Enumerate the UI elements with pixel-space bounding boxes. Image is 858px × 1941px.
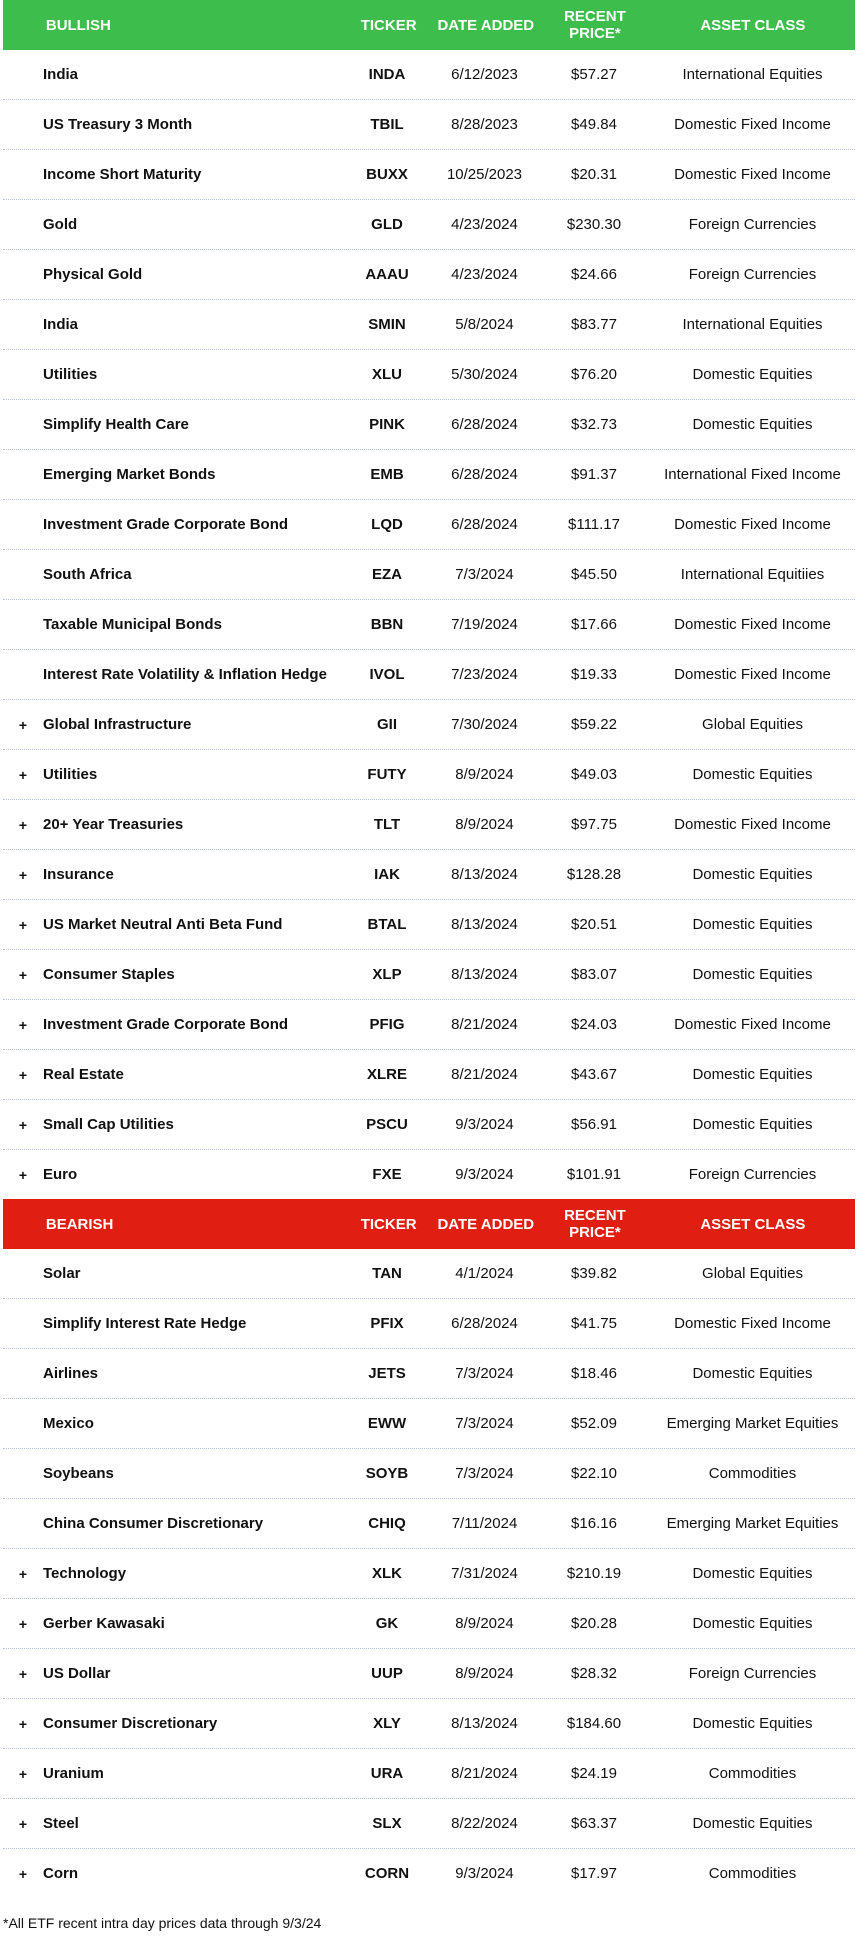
column-header-asset-class: ASSET CLASS (700, 16, 806, 34)
etf-name: Utilities (43, 766, 98, 783)
etf-name: Gerber Kawasaki (43, 1615, 165, 1632)
date-added: 8/13/2024 (451, 1715, 518, 1732)
asset-class: Foreign Currencies (688, 266, 817, 283)
etf-name: Mexico (43, 1415, 94, 1432)
new-entry-marker: + (18, 766, 28, 783)
asset-class: Domestic Equities (692, 1615, 813, 1632)
etf-ticker: XLP (372, 966, 402, 983)
date-added: 8/9/2024 (455, 1615, 514, 1632)
new-entry-marker: + (18, 1565, 28, 1582)
recent-price: $52.09 (571, 1415, 617, 1432)
asset-class: Foreign Currencies (688, 216, 817, 233)
table-row (3, 1150, 855, 1199)
asset-class: Domestic Equities (692, 766, 813, 783)
recent-price: $19.33 (571, 666, 617, 683)
bearish-header (3, 1199, 855, 1249)
date-added: 8/21/2024 (451, 1016, 518, 1033)
etf-name: South Africa (43, 566, 132, 583)
table-row (3, 350, 855, 400)
etf-name: Technology (43, 1565, 127, 1582)
date-added: 6/28/2024 (451, 516, 518, 533)
etf-ticker: EMB (370, 466, 404, 483)
recent-price: $22.10 (571, 1465, 617, 1482)
date-added: 7/3/2024 (455, 1365, 514, 1382)
asset-class: Domestic Equities (692, 1116, 813, 1133)
etf-ticker: XLK (372, 1565, 402, 1582)
etf-name: Physical Gold (43, 266, 143, 283)
etf-ticker: IVOL (369, 666, 405, 683)
asset-class: Domestic Fixed Income (674, 666, 831, 683)
recent-price: $230.30 (566, 216, 622, 233)
asset-class: Domestic Fixed Income (674, 166, 831, 183)
recent-price: $101.91 (566, 1166, 622, 1183)
etf-name: Steel (43, 1815, 79, 1832)
recent-price: $24.03 (571, 1016, 617, 1033)
etf-ticker: JETS (368, 1365, 406, 1382)
date-added: 7/19/2024 (451, 616, 518, 633)
etf-ticker: PFIG (369, 1016, 405, 1033)
bullish-section (3, 0, 855, 1199)
recent-price: $57.27 (571, 66, 617, 83)
etf-ticker: LQD (371, 516, 403, 533)
etf-ticker: AAAU (365, 266, 409, 283)
bearish-title: BEARISH (45, 1215, 114, 1233)
bullish-title: BULLISH (45, 16, 111, 34)
date-added: 7/23/2024 (451, 666, 518, 683)
etf-name: US Treasury 3 Month (43, 116, 193, 133)
table-row (3, 1849, 855, 1898)
date-added: 5/8/2024 (455, 316, 514, 333)
new-entry-marker: + (18, 1715, 28, 1732)
etf-name: China Consumer Discretionary (43, 1515, 264, 1532)
date-added: 6/28/2024 (451, 416, 518, 433)
recent-price: $97.75 (571, 816, 617, 833)
column-header-recent-price: RECENT PRICE* (564, 1207, 626, 1241)
etf-name: Corn (43, 1865, 78, 1882)
recent-price: $76.20 (571, 366, 617, 383)
date-added: 10/25/2023 (446, 166, 523, 183)
etf-ticker: IAK (374, 866, 400, 883)
asset-class: Commodities (708, 1765, 797, 1782)
etf-name: Small Cap Utilities (43, 1116, 174, 1133)
date-added: 8/22/2024 (451, 1815, 518, 1832)
bullish-rows (3, 50, 855, 1199)
new-entry-marker: + (18, 1066, 28, 1083)
table-row (3, 1449, 855, 1499)
etf-name: Global Infrastructure (43, 716, 192, 733)
etf-name: Consumer Discretionary (43, 1715, 218, 1732)
etf-ticker: BTAL (367, 916, 407, 933)
table-row (3, 550, 855, 600)
etf-name: US Dollar (43, 1665, 111, 1682)
etf-ticker: TBIL (370, 116, 404, 133)
etf-name: 20+ Year Treasuries (43, 816, 184, 833)
recent-price: $56.91 (571, 1116, 617, 1133)
asset-class: Domestic Equities (692, 916, 813, 933)
date-added: 4/23/2024 (451, 216, 518, 233)
table-row (3, 1399, 855, 1449)
table-row (3, 150, 855, 200)
etf-name: India (43, 316, 79, 333)
column-header-ticker: TICKER (360, 1215, 417, 1233)
recent-price: $41.75 (571, 1315, 617, 1332)
asset-class: International Equitiies (680, 566, 825, 583)
asset-class: International Fixed Income (664, 466, 841, 483)
footnote: *All ETF recent intra day prices data through 9/3/24 (3, 1915, 322, 1931)
etf-ticker: TLT (373, 816, 401, 833)
date-added: 7/11/2024 (451, 1515, 518, 1532)
asset-class: Domestic Equities (692, 1565, 813, 1582)
date-added: 8/13/2024 (451, 966, 518, 983)
table-row (3, 1699, 855, 1749)
etf-ticker: SLX (372, 1815, 402, 1832)
etf-name: Investment Grade Corporate Bond (43, 516, 289, 533)
date-added: 5/30/2024 (451, 366, 518, 383)
asset-class: Domestic Fixed Income (674, 116, 831, 133)
etf-ticker: GII (376, 716, 397, 733)
asset-class: Foreign Currencies (688, 1665, 817, 1682)
date-added: 8/21/2024 (451, 1765, 518, 1782)
table-row (3, 400, 855, 450)
date-added: 7/3/2024 (455, 1415, 514, 1432)
asset-class: Domestic Equities (692, 1815, 813, 1832)
recent-price: $28.32 (571, 1665, 617, 1682)
date-added: 8/21/2024 (451, 1066, 518, 1083)
date-added: 7/3/2024 (455, 1465, 514, 1482)
table-row (3, 1499, 855, 1549)
etf-name: Utilities (43, 366, 98, 383)
etf-name: Taxable Municipal Bonds (43, 616, 222, 633)
table-row (3, 850, 855, 900)
asset-class: Emerging Market Equities (666, 1415, 839, 1432)
new-entry-marker: + (18, 816, 28, 833)
table-row (3, 600, 855, 650)
etf-name: Euro (43, 1166, 78, 1183)
recent-price: $45.50 (571, 566, 617, 583)
etf-name: Consumer Staples (43, 966, 175, 983)
asset-class: Domestic Equities (692, 1715, 813, 1732)
asset-class: Domestic Equities (692, 1066, 813, 1083)
bearish-section (3, 1199, 855, 1898)
date-added: 8/9/2024 (455, 766, 514, 783)
etf-ticker: XLY (373, 1715, 401, 1732)
column-header-date-added: DATE ADDED (437, 1215, 535, 1233)
etf-ticker: PFIX (370, 1315, 404, 1332)
new-entry-marker: + (18, 1765, 28, 1782)
new-entry-marker: + (18, 966, 28, 983)
recent-price: $17.66 (571, 616, 617, 633)
table-row (3, 1799, 855, 1849)
recent-price: $43.67 (571, 1066, 617, 1083)
column-header-date-added: DATE ADDED (437, 16, 535, 34)
recent-price: $91.37 (571, 466, 617, 483)
date-added: 8/13/2024 (451, 916, 518, 933)
date-added: 7/30/2024 (451, 716, 518, 733)
date-added: 6/12/2023 (451, 66, 518, 83)
table-row (3, 1349, 855, 1399)
etf-name: Simplify Health Care (43, 416, 189, 433)
etf-ticker: SOYB (365, 1465, 409, 1482)
asset-class: Domestic Equities (692, 1365, 813, 1382)
column-header-ticker: TICKER (360, 16, 417, 34)
table-row (3, 100, 855, 150)
etf-ticker: CHIQ (368, 1515, 406, 1532)
asset-class: Global Equities (702, 1265, 803, 1282)
etf-name: Income Short Maturity (43, 166, 202, 183)
recent-price: $32.73 (571, 416, 617, 433)
asset-class: Domestic Fixed Income (674, 1016, 831, 1033)
date-added: 8/28/2023 (451, 116, 518, 133)
date-added: 4/23/2024 (451, 266, 518, 283)
new-entry-marker: + (18, 716, 28, 733)
table-row (3, 800, 855, 850)
recent-price: $83.07 (571, 966, 617, 983)
new-entry-marker: + (18, 1615, 28, 1632)
column-header-recent-price: RECENT PRICE* (564, 8, 626, 42)
recent-price: $83.77 (571, 316, 617, 333)
etf-ticker: FXE (372, 1166, 402, 1183)
asset-class: Domestic Equities (692, 416, 813, 433)
date-added: 8/9/2024 (455, 816, 514, 833)
etf-name: Emerging Market Bonds (43, 466, 216, 483)
table-row (3, 900, 855, 950)
table-row (3, 700, 855, 750)
etf-table (3, 0, 855, 1898)
new-entry-marker: + (18, 1865, 28, 1882)
recent-price: $20.31 (571, 166, 617, 183)
table-row (3, 200, 855, 250)
table-row (3, 450, 855, 500)
etf-name: Airlines (43, 1365, 99, 1382)
recent-price: $184.60 (566, 1715, 622, 1732)
new-entry-marker: + (18, 1016, 28, 1033)
table-row (3, 950, 855, 1000)
recent-price: $49.84 (571, 116, 617, 133)
etf-name: Uranium (43, 1765, 104, 1782)
date-added: 7/31/2024 (451, 1565, 518, 1582)
etf-ticker: BBN (370, 616, 404, 633)
date-added: 4/1/2024 (455, 1265, 514, 1282)
etf-ticker: GLD (371, 216, 403, 233)
table-row (3, 1649, 855, 1699)
asset-class: Domestic Equities (692, 866, 813, 883)
new-entry-marker: + (18, 866, 28, 883)
table-row (3, 1249, 855, 1299)
recent-price: $24.19 (571, 1765, 617, 1782)
recent-price: $59.22 (571, 716, 617, 733)
etf-ticker: SMIN (368, 316, 406, 333)
asset-class: Domestic Fixed Income (674, 616, 831, 633)
etf-ticker: UUP (371, 1665, 403, 1682)
asset-class: International Equities (682, 66, 823, 83)
date-added: 8/13/2024 (451, 866, 518, 883)
recent-price: $16.16 (571, 1515, 617, 1532)
table-row (3, 750, 855, 800)
recent-price: $18.46 (571, 1365, 617, 1382)
etf-name: Soybeans (43, 1465, 114, 1482)
table-row (3, 50, 855, 100)
etf-ticker: GK (375, 1615, 399, 1632)
recent-price: $20.28 (571, 1615, 617, 1632)
table-row (3, 1050, 855, 1100)
table-row (3, 500, 855, 550)
new-entry-marker: + (18, 1166, 28, 1183)
table-row (3, 1549, 855, 1599)
table-row (3, 650, 855, 700)
recent-price: $210.19 (566, 1565, 622, 1582)
new-entry-marker: + (18, 916, 28, 933)
etf-ticker: XLU (372, 366, 402, 383)
date-added: 7/3/2024 (455, 566, 514, 583)
asset-class: Domestic Equities (692, 966, 813, 983)
date-added: 9/3/2024 (455, 1116, 514, 1133)
etf-name: Solar (43, 1265, 81, 1282)
table-row (3, 1749, 855, 1799)
table-row (3, 300, 855, 350)
etf-ticker: URA (370, 1765, 404, 1782)
date-added: 6/28/2024 (451, 466, 518, 483)
etf-name: Simplify Interest Rate Hedge (43, 1315, 247, 1332)
date-added: 9/3/2024 (455, 1865, 514, 1882)
recent-price: $63.37 (571, 1815, 617, 1832)
new-entry-marker: + (18, 1116, 28, 1133)
etf-ticker: FUTY (367, 766, 407, 783)
etf-ticker: XLRE (366, 1066, 407, 1083)
column-header-asset-class: ASSET CLASS (700, 1215, 806, 1233)
etf-ticker: PSCU (366, 1116, 408, 1133)
etf-name: Insurance (43, 866, 114, 883)
date-added: 6/28/2024 (451, 1315, 518, 1332)
asset-class: International Equities (682, 316, 823, 333)
etf-name: Gold (43, 216, 78, 233)
asset-class: Foreign Currencies (688, 1166, 817, 1183)
etf-name: Interest Rate Volatility & Inflation Hedge (43, 666, 327, 683)
etf-ticker: TAN (372, 1265, 402, 1282)
recent-price: $111.17 (568, 516, 620, 533)
bearish-rows (3, 1249, 855, 1898)
new-entry-marker: + (18, 1665, 28, 1682)
asset-class: Domestic Equities (692, 366, 813, 383)
etf-ticker: INDA (368, 66, 406, 83)
etf-name: Real Estate (43, 1066, 124, 1083)
etf-ticker: CORN (364, 1865, 410, 1882)
asset-class: Domestic Fixed Income (674, 516, 831, 533)
etf-ticker: EZA (372, 566, 402, 583)
table-row (3, 1100, 855, 1150)
date-added: 8/9/2024 (455, 1665, 514, 1682)
bullish-header (3, 0, 855, 50)
asset-class: Commodities (708, 1865, 797, 1882)
recent-price: $17.97 (571, 1865, 617, 1882)
etf-ticker: EWW (367, 1415, 407, 1432)
asset-class: Global Equities (702, 716, 803, 733)
asset-class: Emerging Market Equities (666, 1515, 839, 1532)
etf-name: US Market Neutral Anti Beta Fund (43, 916, 283, 933)
recent-price: $24.66 (571, 266, 617, 283)
table-row (3, 1299, 855, 1349)
recent-price: $128.28 (566, 866, 622, 883)
etf-ticker: PINK (369, 416, 405, 433)
etf-name: India (43, 66, 79, 83)
asset-class: Domestic Fixed Income (674, 816, 831, 833)
etf-ticker: BUXX (366, 166, 408, 183)
recent-price: $20.51 (571, 916, 617, 933)
table-row (3, 250, 855, 300)
asset-class: Commodities (708, 1465, 797, 1482)
table-row (3, 1599, 855, 1649)
asset-class: Domestic Fixed Income (674, 1315, 831, 1332)
new-entry-marker: + (18, 1815, 28, 1832)
etf-name: Investment Grade Corporate Bond (43, 1016, 289, 1033)
table-row (3, 1000, 855, 1050)
recent-price: $49.03 (571, 766, 617, 783)
date-added: 9/3/2024 (455, 1166, 514, 1183)
recent-price: $39.82 (571, 1265, 617, 1282)
